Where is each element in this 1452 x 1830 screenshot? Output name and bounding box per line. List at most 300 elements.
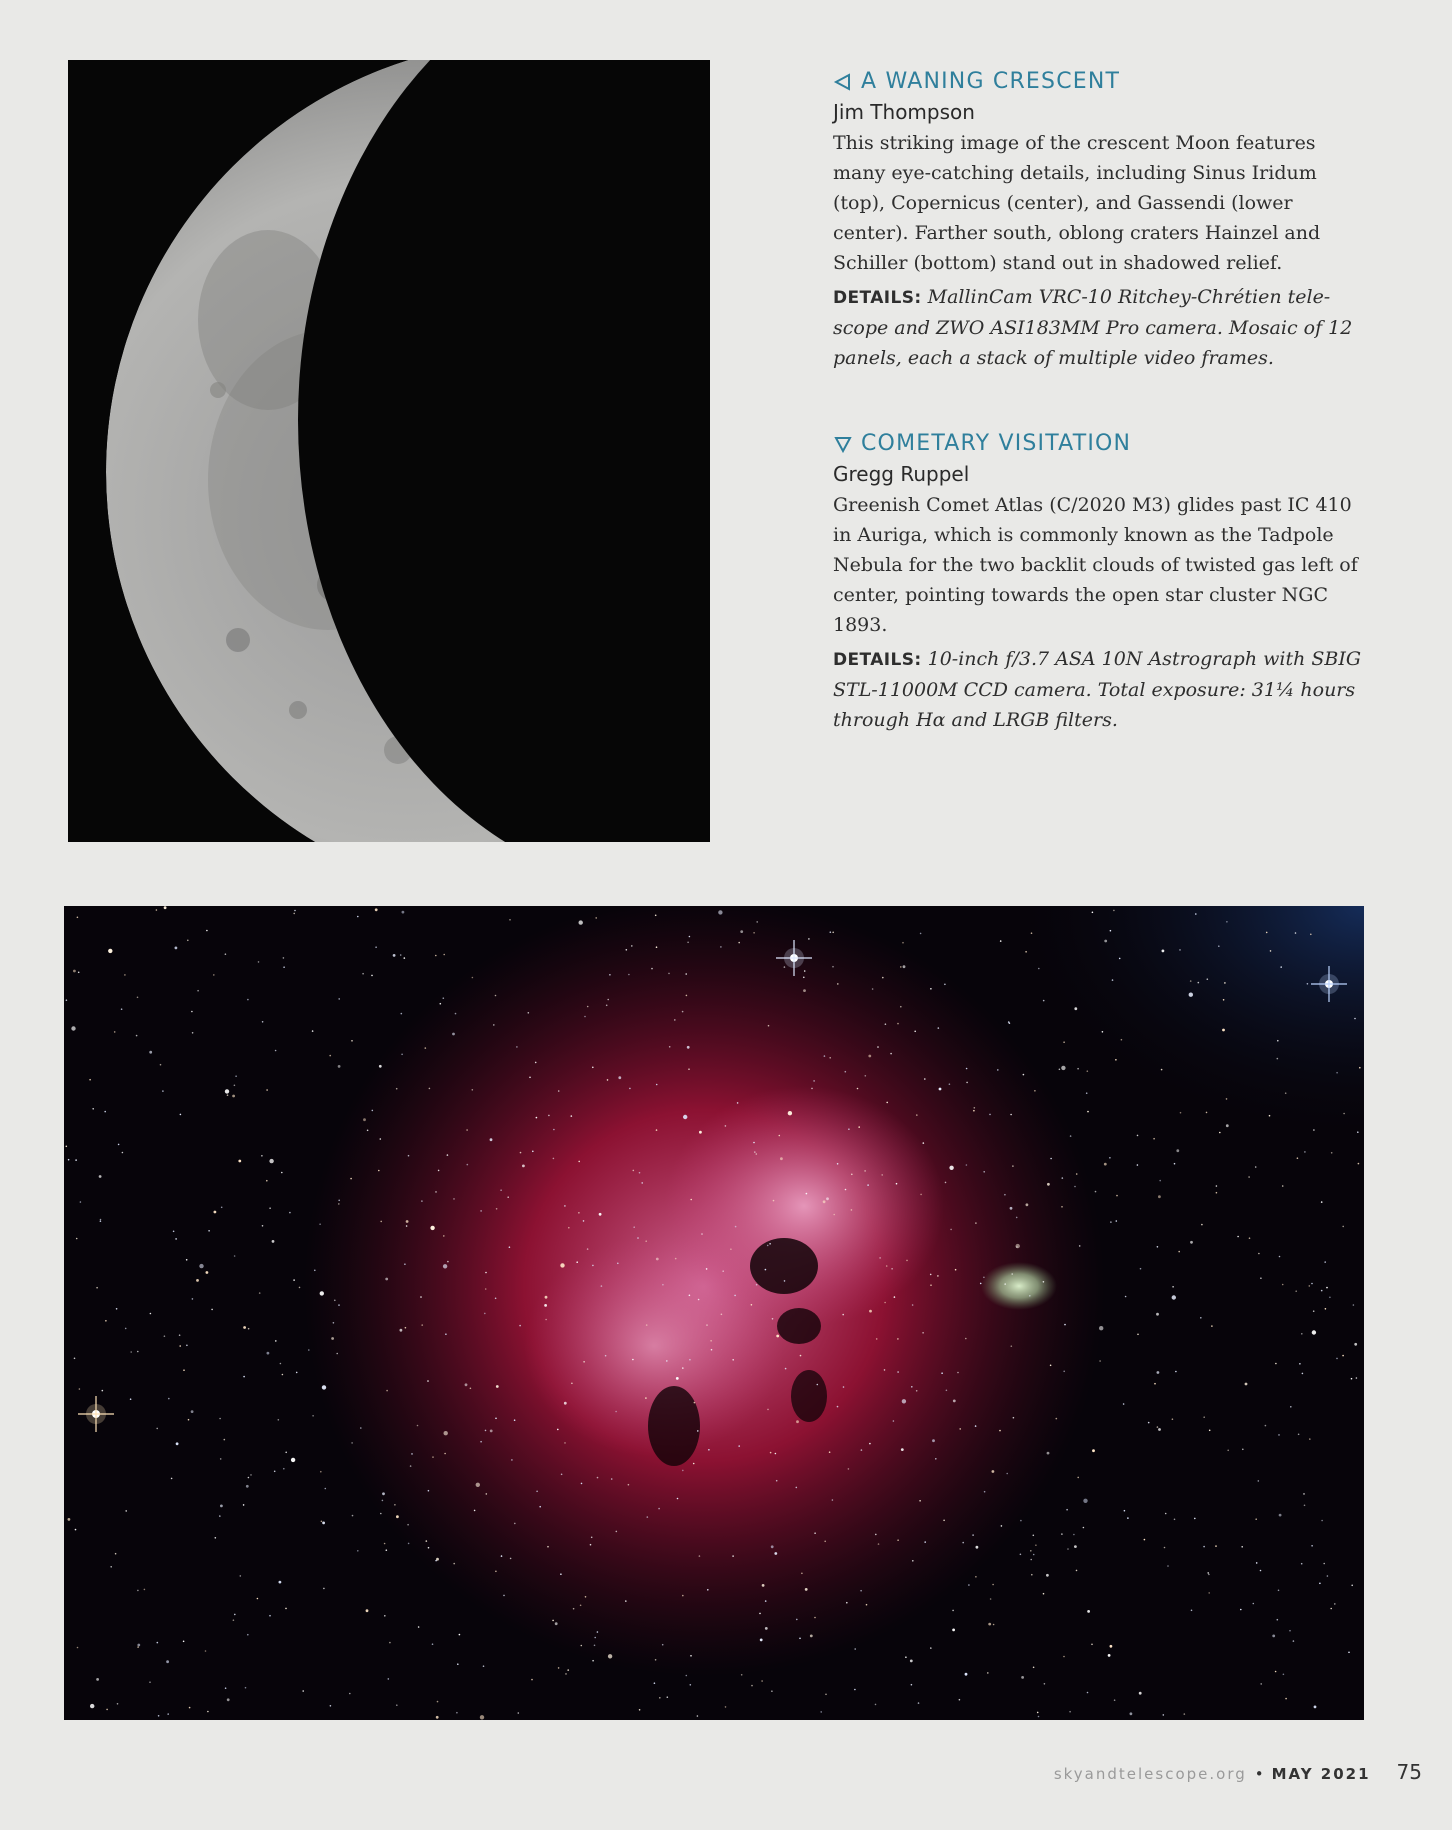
- star: [280, 1363, 282, 1365]
- star: [1104, 1163, 1107, 1166]
- star: [785, 1368, 787, 1370]
- star: [158, 1715, 160, 1717]
- star: [806, 1193, 808, 1195]
- star: [1359, 1067, 1361, 1069]
- star: [732, 1359, 734, 1361]
- star: [581, 1645, 583, 1647]
- star: [772, 1318, 774, 1320]
- star: [803, 989, 806, 992]
- star: [897, 1338, 899, 1340]
- star: [1190, 980, 1192, 982]
- star: [573, 1608, 575, 1610]
- star: [1283, 1674, 1285, 1676]
- star: [1312, 1330, 1316, 1334]
- star: [950, 1229, 952, 1231]
- star: [208, 1230, 210, 1232]
- star: [192, 1298, 194, 1300]
- star: [952, 1629, 955, 1632]
- star: [493, 1024, 495, 1026]
- star: [186, 1259, 188, 1261]
- star: [1083, 1527, 1085, 1529]
- star: [130, 1398, 132, 1400]
- star: [283, 957, 285, 959]
- star: [465, 1383, 468, 1386]
- star: [1063, 1041, 1065, 1043]
- star: [320, 1471, 322, 1473]
- star: [1157, 1426, 1159, 1428]
- star: [432, 1643, 434, 1645]
- star: [941, 1372, 943, 1374]
- star: [579, 920, 583, 924]
- star: [514, 1419, 516, 1421]
- star: [552, 1620, 554, 1622]
- star: [1222, 1029, 1225, 1032]
- star: [404, 957, 406, 959]
- star: [125, 1510, 127, 1512]
- star: [207, 1711, 209, 1713]
- star: [1353, 1304, 1355, 1306]
- star: [968, 1584, 970, 1586]
- star: [220, 1505, 223, 1508]
- star: [401, 1013, 403, 1015]
- star: [225, 1089, 229, 1093]
- star: [776, 1335, 779, 1338]
- star: [1011, 1345, 1013, 1347]
- star: [1253, 1603, 1255, 1605]
- star: [483, 1665, 485, 1667]
- star: [867, 1184, 869, 1186]
- star: [380, 1221, 382, 1223]
- star: [1285, 1698, 1287, 1700]
- star: [199, 1264, 203, 1268]
- star: [654, 1682, 656, 1684]
- star: [160, 1064, 162, 1066]
- star: [658, 1508, 660, 1510]
- star: [1035, 1544, 1037, 1546]
- star: [1295, 1290, 1297, 1292]
- star: [435, 1191, 437, 1193]
- star: [837, 983, 839, 985]
- star: [179, 1334, 181, 1336]
- star: [1194, 1518, 1196, 1520]
- star: [1198, 982, 1200, 984]
- star: [897, 1539, 899, 1541]
- star: [581, 1483, 583, 1485]
- star: [753, 1142, 755, 1144]
- star: [389, 1642, 391, 1644]
- star: [756, 1153, 758, 1155]
- star: [808, 938, 810, 940]
- star: [1092, 912, 1094, 914]
- star: [516, 1046, 518, 1048]
- star: [902, 942, 904, 944]
- star: [592, 1067, 594, 1069]
- star: [1016, 1217, 1018, 1219]
- star: [830, 931, 832, 933]
- star: [1242, 1449, 1244, 1451]
- star: [405, 1327, 407, 1329]
- star: [1116, 1195, 1118, 1197]
- star: [79, 1388, 81, 1390]
- star: [843, 1386, 845, 1388]
- star: [972, 1534, 974, 1536]
- star: [825, 1694, 827, 1696]
- star: [1047, 1183, 1050, 1186]
- star: [669, 1046, 671, 1048]
- star: [824, 1541, 826, 1543]
- star: [1083, 1499, 1087, 1503]
- star: [1203, 1546, 1205, 1548]
- star: [496, 1385, 499, 1388]
- star: [336, 1353, 338, 1355]
- star: [1061, 1533, 1063, 1535]
- star: [592, 1660, 594, 1662]
- star: [1314, 1706, 1317, 1709]
- star: [1289, 1630, 1291, 1632]
- star: [1164, 1547, 1166, 1549]
- star: [156, 909, 158, 911]
- star: [1172, 1295, 1176, 1299]
- star: [698, 1299, 700, 1301]
- star: [1123, 1403, 1125, 1405]
- star: [829, 1057, 831, 1059]
- star: [912, 1304, 914, 1306]
- star: [617, 1263, 619, 1265]
- star: [564, 1402, 567, 1405]
- star: [1295, 932, 1297, 934]
- star: [1303, 1493, 1305, 1495]
- star: [191, 1410, 194, 1413]
- star: [137, 1351, 139, 1353]
- star: [854, 1648, 856, 1650]
- star: [983, 1277, 985, 1279]
- star: [279, 1581, 282, 1584]
- star: [708, 1449, 710, 1451]
- star: [865, 1075, 867, 1077]
- star: [466, 1129, 468, 1131]
- star: [1148, 1422, 1150, 1424]
- star: [1298, 1434, 1300, 1436]
- star: [243, 1326, 246, 1329]
- star: [536, 1491, 538, 1493]
- star: [1211, 1325, 1213, 1327]
- star: [858, 1126, 860, 1128]
- star: [457, 1663, 459, 1665]
- star: [687, 942, 689, 944]
- star: [557, 1429, 559, 1431]
- star: [105, 1320, 107, 1322]
- star: [213, 974, 215, 976]
- star: [136, 1035, 138, 1037]
- star: [1043, 1281, 1045, 1283]
- star: [137, 1590, 139, 1592]
- star: [1114, 1699, 1116, 1701]
- star: [248, 1328, 250, 1330]
- star: [935, 1458, 937, 1460]
- star: [890, 1053, 892, 1055]
- star: [245, 1687, 247, 1689]
- star: [1319, 1583, 1321, 1585]
- star: [1012, 1165, 1014, 1167]
- star: [266, 1180, 268, 1182]
- star: [453, 1198, 455, 1200]
- star: [686, 995, 688, 997]
- star: [1282, 1284, 1284, 1286]
- star: [864, 1170, 866, 1172]
- star: [1342, 1355, 1344, 1357]
- star: [753, 932, 755, 934]
- star: [689, 1359, 691, 1361]
- star: [243, 1504, 245, 1506]
- star: [1037, 1712, 1039, 1714]
- star: [507, 1196, 509, 1198]
- star: [738, 1445, 740, 1447]
- star: [124, 974, 126, 976]
- star: [804, 970, 806, 972]
- star: [891, 1268, 893, 1270]
- star: [519, 1325, 521, 1327]
- star: [767, 1409, 769, 1411]
- star: [291, 1458, 295, 1462]
- star: [531, 1679, 533, 1681]
- star: [885, 1023, 887, 1025]
- star: [495, 995, 497, 997]
- star: [567, 1669, 569, 1671]
- star: [480, 1441, 482, 1443]
- star: [196, 1279, 199, 1282]
- star: [817, 1384, 819, 1386]
- star: [1033, 1554, 1035, 1556]
- star: [722, 1270, 724, 1272]
- star: [952, 1610, 954, 1612]
- star: [435, 955, 437, 957]
- star: [690, 1655, 692, 1657]
- star: [901, 1448, 904, 1451]
- star: [1047, 1452, 1050, 1455]
- star: [312, 1030, 314, 1032]
- caption-details: [833, 282, 1373, 373]
- star: [587, 1248, 589, 1250]
- star: [697, 1715, 699, 1717]
- star: [924, 1541, 926, 1543]
- star: [1157, 1371, 1160, 1374]
- star: [1091, 1644, 1093, 1646]
- star: [721, 1314, 723, 1316]
- star: [220, 1458, 222, 1460]
- star: [897, 1371, 899, 1373]
- star: [420, 1296, 422, 1298]
- star: [1301, 1333, 1303, 1335]
- star: [410, 1465, 412, 1467]
- star: [1004, 1283, 1006, 1285]
- star: [518, 1712, 520, 1714]
- caption-title: A WANING CRESCENT: [861, 69, 1121, 94]
- star: [1302, 1373, 1304, 1375]
- star: [1313, 1129, 1315, 1131]
- star: [1167, 1565, 1169, 1567]
- star: [799, 1638, 801, 1640]
- star: [1056, 1418, 1058, 1420]
- star: [325, 1488, 327, 1490]
- star: [611, 1478, 613, 1480]
- star: [707, 1589, 709, 1591]
- star: [1125, 1296, 1127, 1298]
- star: [312, 1415, 314, 1417]
- star: [235, 1075, 237, 1077]
- star: [1336, 1072, 1338, 1074]
- star: [247, 1634, 249, 1636]
- star: [656, 1084, 658, 1086]
- star: [988, 1623, 991, 1626]
- star: [1029, 1295, 1031, 1297]
- star: [943, 1520, 945, 1522]
- star: [916, 1114, 918, 1116]
- star: [832, 966, 834, 968]
- star: [495, 1418, 497, 1420]
- star: [1310, 934, 1312, 936]
- star: [192, 1032, 194, 1034]
- star: [637, 1237, 639, 1239]
- star: [1110, 1645, 1113, 1648]
- star: [1255, 1166, 1257, 1168]
- star: [363, 1118, 366, 1121]
- star: [564, 1442, 566, 1444]
- star: [1154, 1383, 1156, 1385]
- star: [910, 1660, 913, 1663]
- star: [558, 1090, 560, 1092]
- star: [1311, 1283, 1313, 1285]
- star: [320, 1291, 324, 1295]
- star: [769, 1243, 771, 1245]
- star: [1178, 1251, 1180, 1253]
- star: [259, 1292, 261, 1294]
- star: [375, 946, 377, 948]
- star: [906, 1260, 908, 1262]
- star: [765, 1600, 767, 1602]
- star: [975, 1222, 977, 1224]
- star: [68, 1159, 70, 1161]
- star: [149, 1051, 152, 1054]
- star: [1108, 1654, 1111, 1657]
- star: [168, 1398, 170, 1400]
- star: [651, 968, 653, 970]
- star: [137, 1644, 140, 1647]
- star: [1342, 1226, 1344, 1228]
- star: [452, 1033, 455, 1036]
- star: [480, 1210, 482, 1212]
- star: [1063, 1656, 1065, 1658]
- star: [96, 1287, 98, 1289]
- star: [396, 1088, 398, 1090]
- star: [385, 1278, 388, 1281]
- star: [583, 1361, 585, 1363]
- caption-text: Greenish Comet Atlas (C/2020 M3) glides past IC 410 in Auriga, which is commonly known as the Tadpole Nebula for the two backlit clouds of twisted gas left of center, pointing towards the open star cluster NGC 1893.: [833, 494, 1358, 636]
- star: [437, 1701, 439, 1703]
- star: [810, 1635, 813, 1638]
- star: [331, 1337, 334, 1340]
- star: [1278, 1590, 1280, 1592]
- star: [646, 1324, 648, 1326]
- star: [137, 1646, 139, 1648]
- star: [768, 1025, 770, 1027]
- star: [425, 1047, 427, 1049]
- star: [1304, 1505, 1306, 1507]
- star: [234, 1614, 236, 1616]
- star: [1070, 1135, 1072, 1137]
- star: [509, 919, 511, 921]
- star: [417, 1425, 419, 1427]
- star: [597, 1477, 599, 1479]
- star: [1077, 1068, 1079, 1070]
- star: [1208, 1574, 1210, 1576]
- star: [1013, 1417, 1015, 1419]
- star: [1326, 1287, 1328, 1289]
- caption-cometary-visitation: [833, 430, 1373, 735]
- star: [997, 1069, 999, 1071]
- star: [296, 1372, 298, 1374]
- star: [949, 1083, 951, 1085]
- star: [845, 1189, 847, 1191]
- star: [893, 1420, 895, 1422]
- star: [219, 1515, 221, 1517]
- star: [813, 1080, 815, 1082]
- star: [1069, 1711, 1071, 1713]
- star: [510, 1558, 512, 1560]
- star: [1059, 1069, 1061, 1071]
- star: [784, 1280, 786, 1282]
- star: [886, 1102, 888, 1104]
- star: [837, 1406, 839, 1408]
- star: [443, 1264, 447, 1268]
- star: [1087, 1610, 1090, 1613]
- star: [1354, 1343, 1357, 1346]
- star: [690, 1199, 692, 1201]
- star: [274, 1471, 276, 1473]
- star: [351, 1442, 353, 1444]
- star: [1226, 1124, 1229, 1127]
- star: [966, 1068, 968, 1070]
- star: [1115, 1059, 1117, 1061]
- star: [1067, 1548, 1069, 1550]
- star: [676, 1377, 679, 1380]
- star: [578, 1212, 580, 1214]
- star: [957, 1372, 959, 1374]
- star: [590, 1544, 592, 1546]
- star: [814, 1617, 816, 1619]
- star: [959, 1428, 961, 1430]
- star: [1227, 1450, 1229, 1452]
- star: [122, 1152, 124, 1154]
- star: [294, 910, 296, 912]
- star: [396, 1515, 399, 1518]
- star: [443, 997, 445, 999]
- star: [775, 1453, 777, 1455]
- star: [74, 1358, 76, 1360]
- star: [338, 1200, 340, 1202]
- star: [555, 1622, 558, 1625]
- star: [706, 1324, 708, 1326]
- star: [1116, 1220, 1118, 1222]
- details-label: DETAILS:: [833, 650, 922, 670]
- star: [1016, 1244, 1020, 1248]
- star: [1140, 1268, 1142, 1270]
- star: [710, 1340, 712, 1342]
- star: [66, 999, 68, 1001]
- star: [720, 946, 722, 948]
- star: [400, 1329, 403, 1332]
- star: [776, 1480, 778, 1482]
- star: [176, 1442, 179, 1445]
